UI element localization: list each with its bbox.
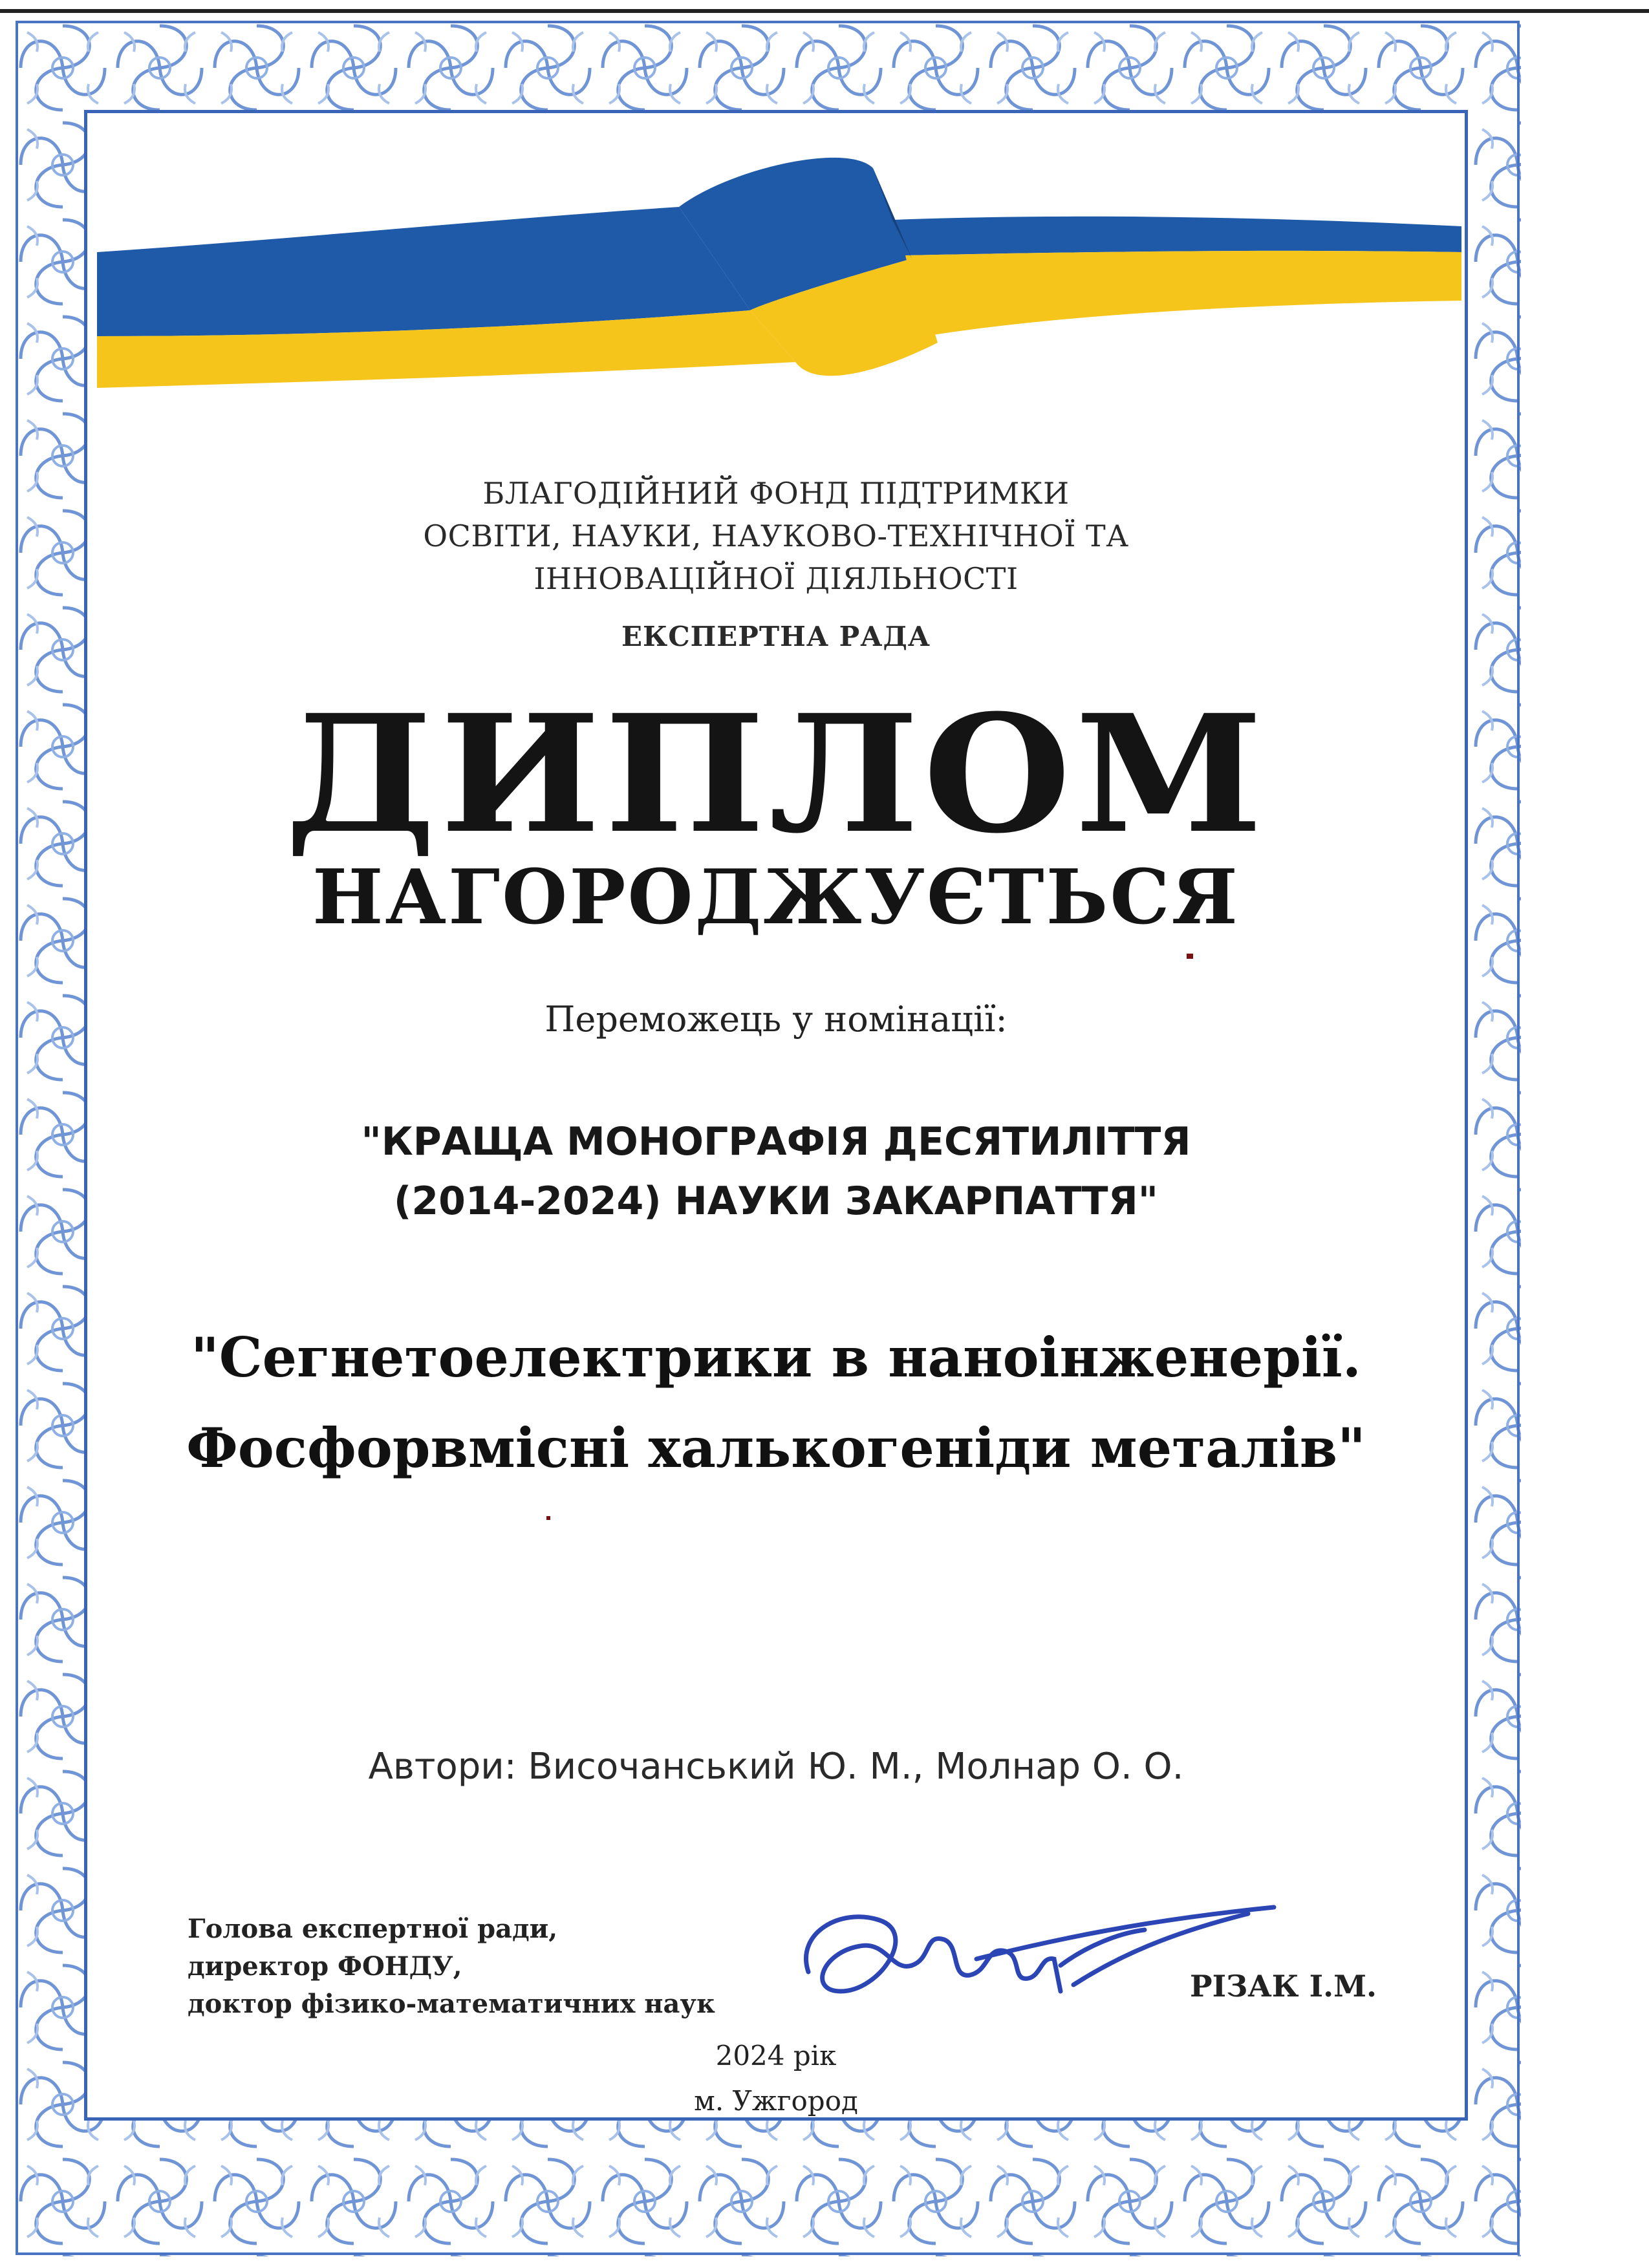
organization-name [0, 472, 1552, 600]
work-title-line-2: Фосфорвмісні халькогеніди металів" [186, 1416, 1366, 1480]
authors-line: Автори: Височанський Ю. М., Молнар О. О. [368, 1746, 1184, 1788]
issue-city: м. Ужгород [694, 2085, 858, 2117]
head-line-1: Голова експертної ради, [188, 1914, 558, 1944]
head-line-2: директор ФОНДУ, [188, 1951, 462, 1982]
flag-ribbon [97, 142, 1461, 414]
organization-line-3: ІННОВАЦІЙНОЇ ДІЯЛЬНОСТІ [534, 561, 1018, 596]
head-line-3: доктор фізико-математичних наук [188, 1989, 715, 2019]
signer-name: РІЗАК І.М. [1190, 1969, 1377, 2004]
nomination-title [0, 1112, 1552, 1231]
expert-council-label: ЕКСПЕРТНА РАДА [621, 621, 931, 652]
nomination-line-2: (2014-2024) НАУКИ ЗАКАРПАТТЯ" [393, 1179, 1159, 1224]
work-title-line-1: "Сегнетоелектрики в наноінженерії. [190, 1325, 1362, 1389]
winner-label: Переможець у номінації: [544, 999, 1008, 1040]
council-head-info [188, 1910, 715, 2023]
organization-line-1: БЛАГОДІЙНИЙ ФОНД ПІДТРИМКИ [482, 476, 1070, 511]
work-title [0, 1312, 1552, 1493]
diploma-title: ДИПЛОМ [285, 679, 1267, 869]
ink-dot [546, 1516, 550, 1520]
scan-edge-line [0, 9, 1649, 13]
issue-year: 2024 рік [715, 2040, 837, 2071]
handwritten-signature [782, 1894, 1300, 2024]
awarded-heading: НАГОРОДЖУЄТЬСЯ [312, 853, 1240, 941]
ink-dot [1187, 954, 1193, 959]
nomination-line-1: "КРАЩА МОНОГРАФІЯ ДЕСЯТИЛІТТЯ [361, 1119, 1191, 1164]
organization-line-2: ОСВІТИ, НАУКИ, НАУКОВО-ТЕХНІЧНОЇ ТА [423, 519, 1129, 553]
